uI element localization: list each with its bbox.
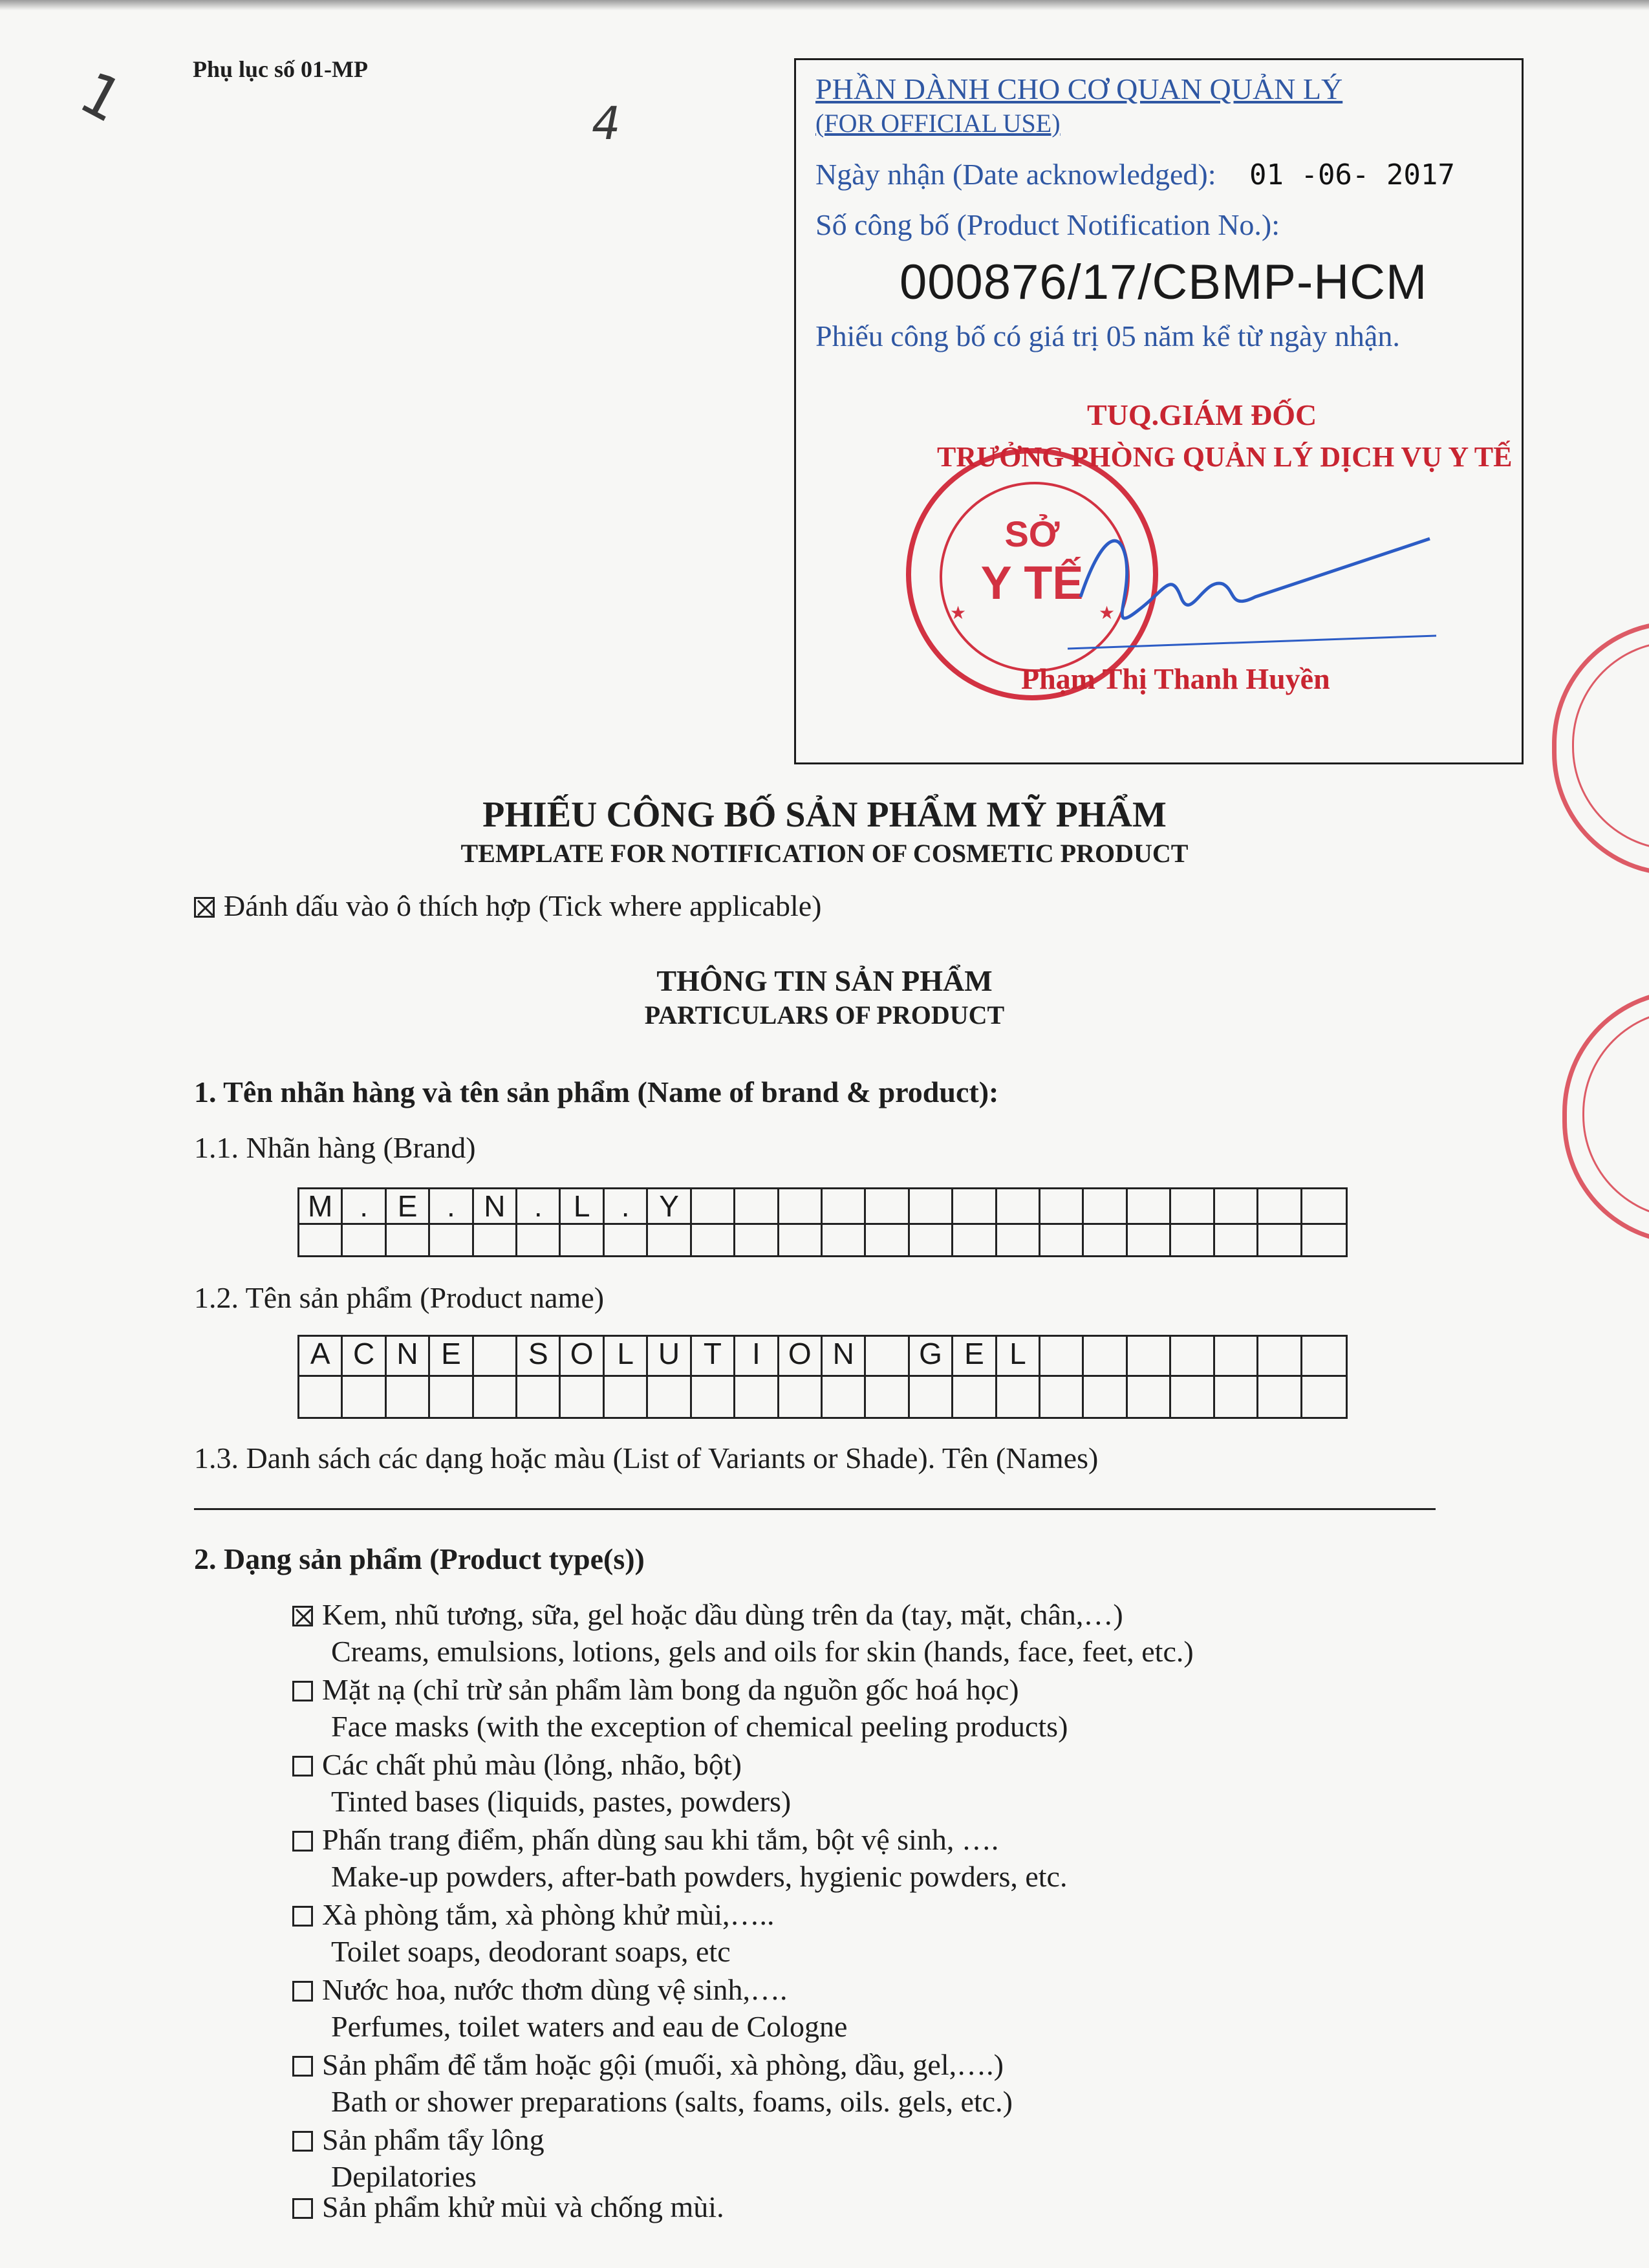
- grid-cell[interactable]: [1040, 1225, 1084, 1255]
- grid-cell[interactable]: O: [561, 1337, 604, 1377]
- grid-cell[interactable]: [1302, 1225, 1346, 1255]
- grid-cell[interactable]: [474, 1225, 517, 1255]
- product-type-checkbox[interactable]: [292, 1831, 313, 1852]
- product-type-checkbox[interactable]: [292, 1606, 313, 1626]
- product-type-label-en: Bath or shower preparations (salts, foams, oils. gels, etc.): [331, 2085, 1013, 2118]
- handwritten-page-mark: 1: [69, 58, 134, 136]
- official-use-box: [794, 58, 1524, 764]
- grid-cell[interactable]: [1171, 1337, 1214, 1377]
- product-type-item: [292, 1897, 775, 1969]
- grid-cell[interactable]: [997, 1225, 1040, 1255]
- grid-cell[interactable]: [561, 1377, 604, 1417]
- grid-cell[interactable]: [343, 1225, 386, 1255]
- grid-cell[interactable]: [1258, 1225, 1302, 1255]
- variants-line: [194, 1508, 1436, 1510]
- product-label: 1.2. Tên sản phẩm (Product name): [194, 1281, 605, 1314]
- grid-cell[interactable]: [1258, 1189, 1302, 1225]
- handwritten-number: 4: [592, 97, 621, 150]
- product-type-checkbox[interactable]: [292, 1906, 313, 1927]
- grid-cell[interactable]: [735, 1189, 779, 1225]
- brand-label: 1.1. Nhãn hàng (Brand): [194, 1131, 476, 1164]
- product-type-checkbox[interactable]: [292, 2131, 313, 2152]
- product-input-grid[interactable]: [297, 1335, 1348, 1419]
- product-type-checkbox[interactable]: [292, 1681, 313, 1701]
- grid-cell[interactable]: [1084, 1337, 1127, 1377]
- grid-cell[interactable]: [1084, 1225, 1127, 1255]
- product-type-item: [292, 1822, 1067, 1894]
- product-type-label-vn: Sản phẩm khử mùi và chống mùi.: [322, 2190, 724, 2223]
- product-type-label-vn: Kem, nhũ tương, sữa, gel hoặc dầu dùng trên da (tay, mặt, chân,…): [322, 1598, 1123, 1631]
- grid-cell[interactable]: [1171, 1189, 1214, 1225]
- product-type-item: [292, 2122, 544, 2194]
- grid-cell[interactable]: [735, 1225, 779, 1255]
- grid-cell[interactable]: [779, 1225, 823, 1255]
- grid-cell[interactable]: [1128, 1225, 1171, 1255]
- grid-cell[interactable]: [1302, 1189, 1346, 1225]
- grid-cell[interactable]: [1084, 1377, 1127, 1417]
- example-checkbox: [194, 897, 215, 918]
- grid-cell[interactable]: [866, 1189, 909, 1225]
- grid-cell[interactable]: [692, 1189, 735, 1225]
- product-type-label-vn: Nước hoa, nước thơm dùng vệ sinh,….: [322, 1973, 788, 2006]
- grid-cell[interactable]: E: [430, 1337, 473, 1377]
- product-type-item: [292, 1672, 1068, 1744]
- grid-cell[interactable]: N: [823, 1337, 866, 1377]
- form-title-vn: PHIẾU CÔNG BỐ SẢN PHẨM MỸ PHẨM: [482, 795, 1167, 835]
- grid-cell[interactable]: [823, 1377, 866, 1417]
- grid-cell[interactable]: A: [299, 1337, 343, 1377]
- notification-label: Số công bố (Product Notification No.):: [815, 208, 1280, 241]
- product-type-label-en: Perfumes, toilet waters and eau de Cologne: [331, 2010, 848, 2043]
- grid-cell[interactable]: [1128, 1337, 1171, 1377]
- product-type-label-vn: Phấn trang điểm, phấn dùng sau khi tắm, bột vệ sinh, ….: [322, 1823, 999, 1856]
- grid-cell[interactable]: [1084, 1189, 1127, 1225]
- grid-cell[interactable]: E: [953, 1337, 997, 1377]
- grid-cell[interactable]: O: [779, 1337, 823, 1377]
- grid-cell[interactable]: E: [387, 1189, 430, 1225]
- grid-cell[interactable]: [1215, 1189, 1258, 1225]
- grid-cell[interactable]: Y: [648, 1189, 691, 1225]
- scan-edge: [0, 0, 1649, 10]
- product-type-item: [292, 2190, 724, 2224]
- grid-cell[interactable]: [997, 1189, 1040, 1225]
- product-type-item: [292, 1972, 847, 2044]
- grid-cell[interactable]: [997, 1377, 1040, 1417]
- grid-cell[interactable]: [605, 1225, 648, 1255]
- grid-cell[interactable]: I: [735, 1337, 779, 1377]
- grid-cell[interactable]: [387, 1377, 430, 1417]
- grid-cell[interactable]: [343, 1377, 386, 1417]
- product-type-item: [292, 1747, 791, 1819]
- grid-cell[interactable]: [430, 1225, 473, 1255]
- validity-note: Phiếu công bố có giá trị 05 năm kể từ ngày nhận.: [815, 319, 1400, 352]
- product-type-checkbox[interactable]: [292, 2056, 313, 2077]
- section2-heading: 2. Dạng sản phẩm (Product type(s)): [194, 1542, 645, 1575]
- grid-cell[interactable]: [474, 1337, 517, 1377]
- grid-cell[interactable]: [387, 1225, 430, 1255]
- grid-cell[interactable]: [779, 1377, 823, 1417]
- product-type-item: [292, 2047, 1013, 2119]
- product-type-label-vn: Mặt nạ (chỉ trừ sản phẩm làm bong da nguồn gốc hoá học): [322, 1673, 1019, 1706]
- grid-cell[interactable]: [823, 1225, 866, 1255]
- grid-cell[interactable]: [1215, 1225, 1258, 1255]
- official-title-vn: PHẦN DÀNH CHO CƠ QUAN QUẢN LÝ: [815, 72, 1343, 105]
- section-title-en: PARTICULARS OF PRODUCT: [644, 1000, 1005, 1030]
- seal-text-2: Y TẾ: [980, 557, 1084, 609]
- grid-cell[interactable]: S: [517, 1337, 561, 1377]
- product-type-label-en: Depilatories: [331, 2160, 477, 2193]
- grid-cell[interactable]: [1171, 1377, 1214, 1417]
- grid-cell[interactable]: .: [517, 1189, 561, 1225]
- product-type-label-vn: Sản phẩm tẩy lông: [322, 2123, 544, 2156]
- grid-cell[interactable]: [866, 1337, 909, 1377]
- grid-cell[interactable]: [430, 1377, 473, 1417]
- grid-cell[interactable]: [561, 1225, 604, 1255]
- grid-cell[interactable]: [910, 1225, 953, 1255]
- grid-cell[interactable]: [779, 1189, 823, 1225]
- grid-cell[interactable]: [1040, 1337, 1084, 1377]
- grid-cell[interactable]: G: [910, 1337, 953, 1377]
- grid-cell[interactable]: M: [299, 1189, 343, 1225]
- grid-cell[interactable]: [299, 1225, 343, 1255]
- grid-cell[interactable]: L: [561, 1189, 604, 1225]
- product-type-label-vn: Xà phòng tắm, xà phòng khử mùi,…..: [322, 1898, 775, 1931]
- grid-cell[interactable]: .: [605, 1189, 648, 1225]
- date-row: [815, 157, 1455, 191]
- product-type-checkbox[interactable]: [292, 1756, 313, 1777]
- signer-name: Phạm Thị Thanh Huyền: [1021, 662, 1330, 695]
- tick-instruction: Đánh dấu vào ô thích hợp (Tick where applicable): [224, 889, 822, 922]
- grid-cell[interactable]: [910, 1189, 953, 1225]
- form-title-en: TEMPLATE FOR NOTIFICATION OF COSMETIC PRODUCT: [460, 839, 1189, 868]
- grid-cell[interactable]: [517, 1377, 561, 1417]
- grid-cell[interactable]: [953, 1225, 997, 1255]
- grid-cell[interactable]: [605, 1377, 648, 1417]
- grid-cell[interactable]: [1258, 1377, 1302, 1417]
- grid-cell[interactable]: N: [474, 1189, 517, 1225]
- grid-cell[interactable]: [299, 1377, 343, 1417]
- grid-cell[interactable]: [517, 1225, 561, 1255]
- grid-cell[interactable]: [648, 1377, 691, 1417]
- grid-cell[interactable]: [1215, 1337, 1258, 1377]
- product-type-label-en: Toilet soaps, deodorant soaps, etc: [331, 1935, 731, 1968]
- partial-stamp-top: [1552, 621, 1649, 876]
- grid-cell[interactable]: [692, 1377, 735, 1417]
- section1-heading: 1. Tên nhãn hàng và tên sản phẩm (Name of brand & product):: [194, 1075, 999, 1108]
- grid-cell[interactable]: [953, 1189, 997, 1225]
- product-type-item: [292, 1597, 1194, 1669]
- grid-cell[interactable]: [866, 1377, 909, 1417]
- product-type-checkbox[interactable]: [292, 1981, 313, 2002]
- grid-cell[interactable]: T: [692, 1337, 735, 1377]
- grid-cell[interactable]: L: [997, 1337, 1040, 1377]
- grid-cell[interactable]: U: [648, 1337, 691, 1377]
- product-type-label-en: Make-up powders, after-bath powders, hygienic powders, etc.: [331, 1860, 1068, 1893]
- grid-cell[interactable]: [1128, 1377, 1171, 1417]
- grid-cell[interactable]: [474, 1377, 517, 1417]
- product-type-label-vn: Các chất phủ màu (lỏng, nhão, bột): [322, 1748, 742, 1781]
- grid-cell[interactable]: [648, 1225, 691, 1255]
- appendix-label: Phụ lục số 01-MP: [193, 56, 369, 82]
- date-value: 01 -06- 2017: [1249, 158, 1455, 191]
- grid-cell[interactable]: [1040, 1377, 1084, 1417]
- signer-title-2: TRƯỞNG PHÒNG QUẢN LÝ DỊCH VỤ Y TẾ: [937, 441, 1513, 473]
- grid-cell[interactable]: [953, 1377, 997, 1417]
- grid-cell[interactable]: [1302, 1337, 1346, 1377]
- grid-cell[interactable]: .: [430, 1189, 473, 1225]
- product-type-label-en: Tinted bases (liquids, pastes, powders): [331, 1785, 792, 1818]
- notification-number: 000876/17/CBMP-HCM: [900, 255, 1428, 310]
- seal-text-1: SỞ: [1004, 513, 1060, 554]
- date-label: Ngày nhận (Date acknowledged):: [815, 158, 1216, 191]
- section-title-vn: THÔNG TIN SẢN PHẨM: [656, 964, 993, 997]
- grid-cell[interactable]: [866, 1225, 909, 1255]
- grid-cell[interactable]: C: [343, 1337, 386, 1377]
- grid-cell[interactable]: N: [387, 1337, 430, 1377]
- official-title-en: (FOR OFFICIAL USE): [815, 109, 1061, 138]
- grid-cell[interactable]: [692, 1225, 735, 1255]
- brand-input-grid[interactable]: [297, 1187, 1348, 1257]
- grid-cell[interactable]: [1128, 1189, 1171, 1225]
- product-type-label-en: Creams, emulsions, lotions, gels and oils for skin (hands, face, feet, etc.): [331, 1635, 1194, 1668]
- grid-cell[interactable]: [1040, 1189, 1084, 1225]
- signer-title-1: TUQ.GIÁM ĐỐC: [1087, 398, 1317, 431]
- grid-cell[interactable]: .: [343, 1189, 386, 1225]
- grid-cell[interactable]: [1215, 1377, 1258, 1417]
- grid-cell[interactable]: [910, 1377, 953, 1417]
- grid-cell[interactable]: L: [605, 1337, 648, 1377]
- product-type-label-en: Face masks (with the exception of chemical peeling products): [331, 1710, 1068, 1743]
- tick-instruction-row: [194, 889, 821, 923]
- variants-label: 1.3. Danh sách các dạng hoặc màu (List of Variants or Shade). Tên (Names): [194, 1442, 1099, 1474]
- grid-cell[interactable]: [1171, 1225, 1214, 1255]
- grid-cell[interactable]: [735, 1377, 779, 1417]
- product-type-label-vn: Sản phẩm để tắm hoặc gội (muối, xà phòng, dầu, gel,….): [322, 2048, 1004, 2081]
- grid-cell[interactable]: [1258, 1337, 1302, 1377]
- official-seal: ★ ★ SỞ Y TẾ: [906, 448, 1158, 700]
- signature-mark: [1042, 500, 1443, 668]
- grid-cell[interactable]: [823, 1189, 866, 1225]
- product-type-checkbox[interactable]: [292, 2198, 313, 2219]
- grid-cell[interactable]: [1302, 1377, 1346, 1417]
